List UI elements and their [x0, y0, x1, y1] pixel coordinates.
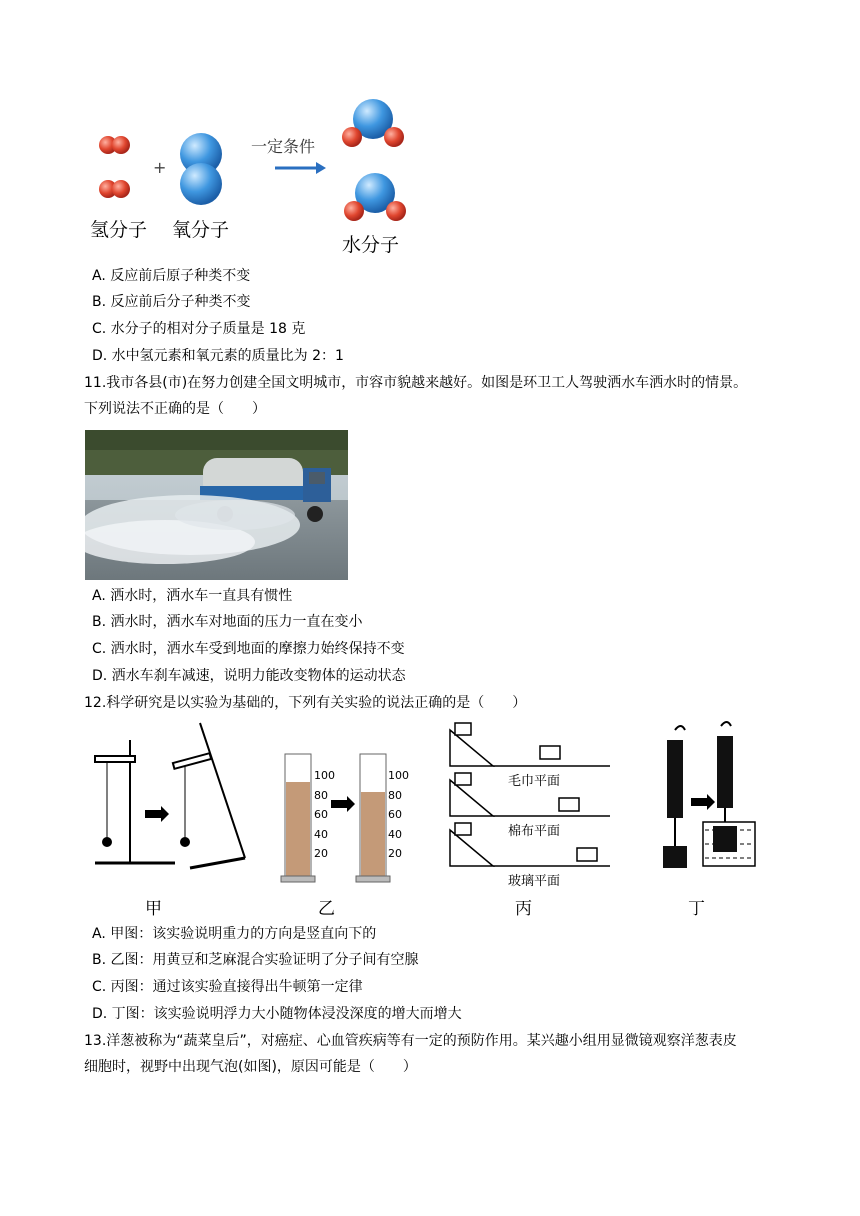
- surface-label-cotton: 棉布平面: [508, 824, 561, 839]
- tick-label: 80: [314, 788, 328, 802]
- q12-option-a: A. 甲图：该实验说明重力的方向是竖直向下的: [92, 926, 377, 942]
- caption-jia: 甲: [145, 899, 162, 919]
- sprinkler-truck-photo: [85, 430, 348, 580]
- q12-option-b: B. 乙图：用黄豆和芝麻混合实验证明了分子间有空腺: [92, 952, 419, 968]
- tick-label: 100: [388, 769, 409, 782]
- hydrogen-molecule-bottom: [99, 180, 130, 198]
- tick-label: 80: [388, 788, 402, 802]
- spring-scale-water: [703, 722, 755, 866]
- q13-stem-line2: 细胞时，视野中出现气泡(如图)，原因可能是（ ）: [84, 1059, 417, 1075]
- label-oxygen-molecule: 氧分子: [172, 219, 230, 241]
- caption-ding: 丁: [688, 899, 705, 919]
- arrow-icon: [691, 794, 715, 810]
- cylinder-left-ticks: [314, 766, 335, 864]
- q10-figure: [80, 92, 420, 257]
- tick-label: 60: [388, 808, 402, 821]
- q12-figure: [85, 718, 775, 918]
- plus-sign: +: [153, 158, 167, 177]
- q10-option-a: A. 反应前后原子种类不变: [92, 268, 251, 284]
- stand-vertical: [95, 740, 175, 863]
- q11-stem-line1: 11.我市各县(市)在努力创建全国文明城市，市容市貌越来越好。如图是环卫工人驾驶洒水车洒水时的情景。: [84, 375, 748, 391]
- q11-option-d: D. 洒水车刹车减速，说明力能改变物体的运动状态: [92, 668, 406, 684]
- q11-stem-line2: 下列说法不正确的是（ ）: [84, 401, 266, 417]
- tick-label: 40: [314, 827, 328, 841]
- arrow-icon: [145, 806, 169, 822]
- cylinder-right-ticks: [388, 766, 409, 864]
- cylinder-right: [356, 754, 390, 882]
- tick-label: 20: [314, 847, 328, 860]
- spring-scale-air: [663, 726, 687, 868]
- oxygen-molecule: [180, 133, 222, 205]
- q12-stem: 12.科学研究是以实验为基础的，下列有关实验的说法正确的是（ ）: [84, 695, 527, 711]
- q11-option-b: B. 洒水时，洒水车对地面的压力一直在变小: [92, 614, 363, 630]
- q13-stem-line1: 13.洋葱被称为“蔬菜皇后”，对癌症、心血管疾病等有一定的预防作用。某兴趣小组用显微镜观察洋葱表皮: [84, 1033, 737, 1049]
- q10-option-b: B. 反应前后分子种类不变: [92, 294, 251, 310]
- caption-bing: 丙: [515, 899, 532, 919]
- q11-option-c: C. 洒水时，洒水车受到地面的摩擦力始终保持不变: [92, 641, 405, 657]
- q10-option-c: C. 水分子的相对分子质量是 18 克: [92, 321, 306, 337]
- water-molecule-bottom: [344, 173, 406, 221]
- label-hydrogen-molecule: 氢分子: [90, 219, 148, 241]
- hydrogen-molecule-top: [99, 136, 130, 154]
- surface-label-glass: 玻璃平面: [508, 874, 561, 889]
- incline-towel: [450, 723, 610, 766]
- tick-label: 20: [388, 847, 402, 860]
- q12-option-d: D. 丁图：该实验说明浮力大小随物体浸没深度的增大而增大: [92, 1006, 462, 1022]
- tick-label: 100: [314, 769, 335, 782]
- tick-label: 40: [388, 827, 402, 841]
- tick-label: 60: [314, 808, 328, 821]
- water-molecule-top: [342, 99, 404, 147]
- stand-tilted: [173, 723, 245, 868]
- experiment-diagrams: [85, 718, 775, 918]
- arrow-condition-label: 一定条件: [251, 137, 316, 156]
- caption-yi: 乙: [318, 899, 335, 919]
- q11-option-a: A. 洒水时，洒水车一直具有惯性: [92, 588, 293, 604]
- q12-option-c: C. 丙图：通过该实验直接得出牛顿第一定律: [92, 979, 363, 995]
- surface-label-towel: 毛巾平面: [508, 774, 561, 789]
- arrow-head-icon: [316, 162, 326, 174]
- q10-option-d: D. 水中氢元素和氧元素的质量比为 2：1: [92, 348, 344, 364]
- cylinder-left: [281, 754, 315, 882]
- label-water-molecule: 水分子: [342, 234, 400, 256]
